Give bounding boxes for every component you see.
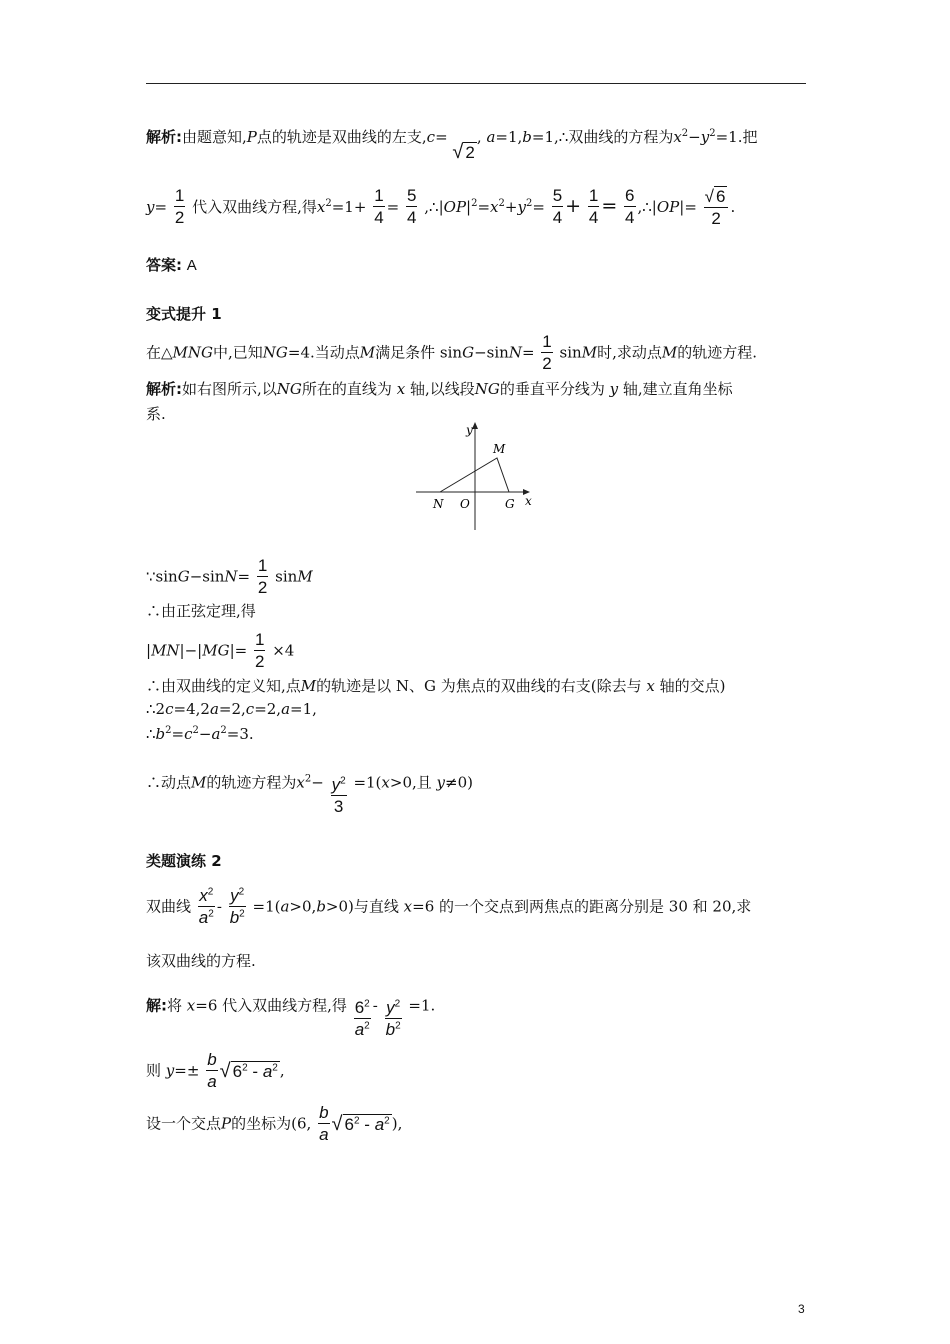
solution-line-2: y= $\frac{1}{2}$ 代入双曲线方程,得$x^2=1+$ $\frac{1}{4}$ = $\frac{5}{4}$ $,\therefore|OP|^2=x^2+y^2=$ $\frac{5}{4}$ + $\frac{1}{4}$ = $\frac{6}{4}$ ,∴|OP|= $\frac{√ 6}{2}$ .	[146, 186, 736, 228]
problem-line-1: 双曲线 $\frac{x^2}{a^2}$ - $\frac{y^2}{b^2}$ =1(a>0,b>0)与直线 x=6 的一个交点到两焦点的距离分别是 30 和 20,求	[146, 886, 752, 927]
fraction-y2-over-3: $\frac{y^2}{3}$	[331, 775, 346, 816]
point-m-label: M	[493, 442, 506, 456]
step-2: ∴由正弦定理,得	[146, 602, 256, 620]
fraction-6sq-over-a2: $\frac{6^2}{a^2}$	[354, 998, 370, 1039]
fraction: $\frac{1}{2}$	[254, 630, 265, 671]
analysis-line-1: 解析:如右图所示,以NG所在的直线为 x 轴,以线段NG的垂直平分线为 y 轴,建立直角坐标	[146, 380, 733, 398]
step-5: ∴2c=4,2a=2,c=2,a=1,	[146, 700, 317, 718]
fraction-sqrt6-over-2: $\frac{√ 6}{2}$	[704, 186, 729, 230]
fraction: $\frac{1}{4}$	[374, 186, 384, 228]
fraction: $\frac{6}{4}$	[625, 186, 635, 228]
question-line: 在△MNG中,已知NG=4.当动点M满足条件 sinG−sinN= $\frac{1}{2}$ sinM时,求动点M的轨迹方程.	[146, 332, 757, 373]
step-6: $\therefore b^2=c^2-a^2=3$.	[146, 725, 254, 743]
point-n-label: N	[433, 497, 444, 511]
solution-2-line-1: 解:将 x=6 代入双曲线方程,得 $\frac{6^2}{a^2}$ - $\frac{y^2}{b^2}$ =1.	[146, 996, 436, 1039]
fraction-y2-over-b2: $\frac{y^2}{b^2}$	[229, 886, 245, 927]
fraction-b-over-a: $\frac{b}{a}$	[319, 1103, 329, 1144]
problem-line-2: 该双曲线的方程.	[146, 952, 256, 970]
sqrt-2: √ 2	[452, 140, 475, 163]
solution-2-line-3: 设一个交点P的坐标为(6, $\frac{b}{a}$ √ $6^2 - a^2$ ),	[146, 1103, 403, 1144]
fraction: $\frac{1}{2}$	[174, 186, 185, 228]
fraction: $\frac{5}{4}$	[407, 186, 417, 228]
step-1: ∵sinG−sinN= $\frac{1}{2}$ sinM	[146, 556, 313, 597]
point-g-label: G	[505, 497, 515, 511]
page-number: 3	[798, 1302, 805, 1316]
origin-label: O	[460, 497, 470, 511]
analysis-line-2: 系.	[146, 405, 166, 423]
answer-label: 答案:	[146, 256, 182, 274]
step-7: ∴动点M的轨迹方程为$x^2-$ $\frac{y^2}{3}$ =1(x>0,且 y≠0)	[146, 773, 473, 816]
header-rule	[146, 83, 806, 84]
answer-line	[146, 254, 197, 275]
fraction: $\frac{5}{4}$	[552, 186, 563, 228]
solution-label: 解析:	[146, 128, 182, 146]
y-axis-arrow	[472, 422, 478, 429]
section-title-variant-1: 变式提升 1	[146, 305, 222, 323]
fraction-x2-over-a2: $\frac{x^2}{a^2}$	[198, 886, 214, 927]
sqrt-expression: √ $6^2 - a^2$	[219, 1060, 278, 1082]
section-title-variant-2: 类题演练 2	[146, 852, 222, 870]
fraction: $\frac{1}{4}$	[588, 186, 599, 228]
x-axis-label: x	[525, 494, 532, 508]
fraction: $\frac{1}{2}$	[257, 556, 268, 597]
fraction: $\frac{1}{2}$	[542, 332, 552, 373]
coordinate-figure	[410, 420, 545, 535]
answer-value: A	[186, 257, 197, 274]
solution-line-1: 解析:由题意知,P点的轨迹是双曲线的左支,c= √ 2, a=1,b=1,∴双曲线的方程为$x^2-y^2=1$.把	[146, 128, 758, 163]
solution-2-line-2: 则 y=± $\frac{b}{a}$ √ $6^2 - a^2$ ,	[146, 1050, 285, 1091]
fraction-y2-over-b2: $\frac{y^2}{b^2}$	[385, 998, 401, 1039]
y-axis-label: y	[466, 423, 473, 437]
step-3: |MN|−|MG|= $\frac{1}{2}$ ×4	[146, 630, 295, 671]
fraction-b-over-a: $\frac{b}{a}$	[207, 1050, 217, 1091]
sqrt-expression: √ $6^2 - a^2$	[331, 1113, 390, 1135]
step-4: ∴由双曲线的定义知,点M的轨迹是以 N、G 为焦点的双曲线的右支(除去与 x 轴的交点)	[146, 677, 726, 695]
